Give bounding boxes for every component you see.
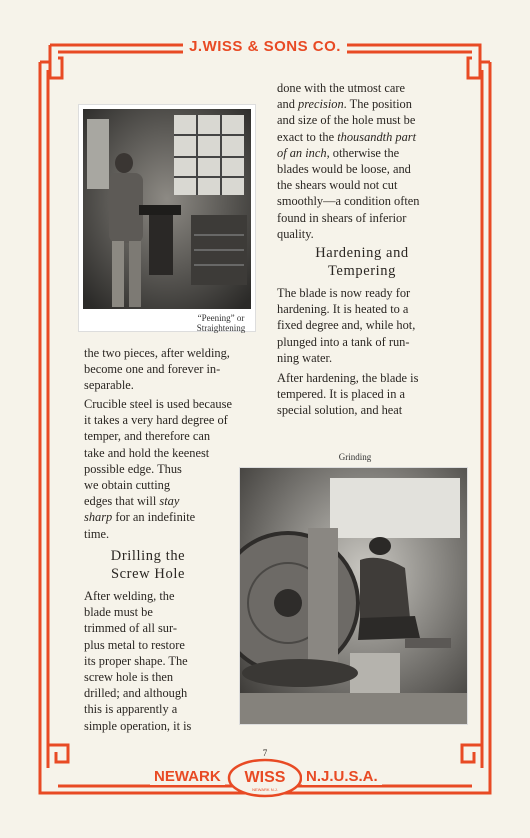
heading-hardening: Hardening and Tempering — [315, 245, 409, 279]
right-paragraph-3: After hardening, the blade is tempered. It is placed in a special solution, and heat — [277, 371, 419, 418]
right-paragraph-2: The blade is now ready for hardening. It is heated to a fixed degree and, while hot, plunged into a tank of run- ning water. — [277, 286, 416, 365]
left-paragraph-1: the two pieces, after welding, become one and forever in- separable. — [84, 346, 230, 393]
svg-text:WISS: WISS — [244, 769, 286, 786]
footer-city: NEWARK — [150, 768, 225, 785]
svg-text:NEWARK N.J.: NEWARK N.J. — [252, 787, 278, 792]
right-paragraph-1: done with the utmost care and precision. The position and size of the hole must be exact to the thousandth part of an inch, otherwise the blades would be loose, and the shears would not cut smoothly—a condition often found in shears of inferior quality. — [277, 81, 420, 241]
peening-photo — [78, 104, 256, 332]
peening-caption: “Peening” or Straightening — [196, 313, 246, 333]
company-header: J.WISS & SONS CO. — [0, 38, 530, 55]
heading-drilling: Drilling the Screw Hole — [110, 548, 186, 582]
page-number: 7 — [262, 748, 268, 758]
left-paragraph-2: Crucible steel is used because it takes a very hard degree of temper, and therefore can take and hold the keenest possible edge. Thus we obtain cutting edges that will stay sharp for an indefinite time. — [84, 397, 232, 541]
wiss-logo — [229, 760, 301, 796]
left-paragraph-3: After welding, the blade must be trimmed of all sur- plus metal to restore its proper shape. The screw hole is then drilled; and although this is apparently a simple operation, it is — [84, 589, 192, 733]
grinding-photo — [239, 467, 468, 725]
grinding-caption: Grinding — [338, 452, 372, 462]
footer-state: N.J.U.S.A. — [302, 768, 382, 785]
